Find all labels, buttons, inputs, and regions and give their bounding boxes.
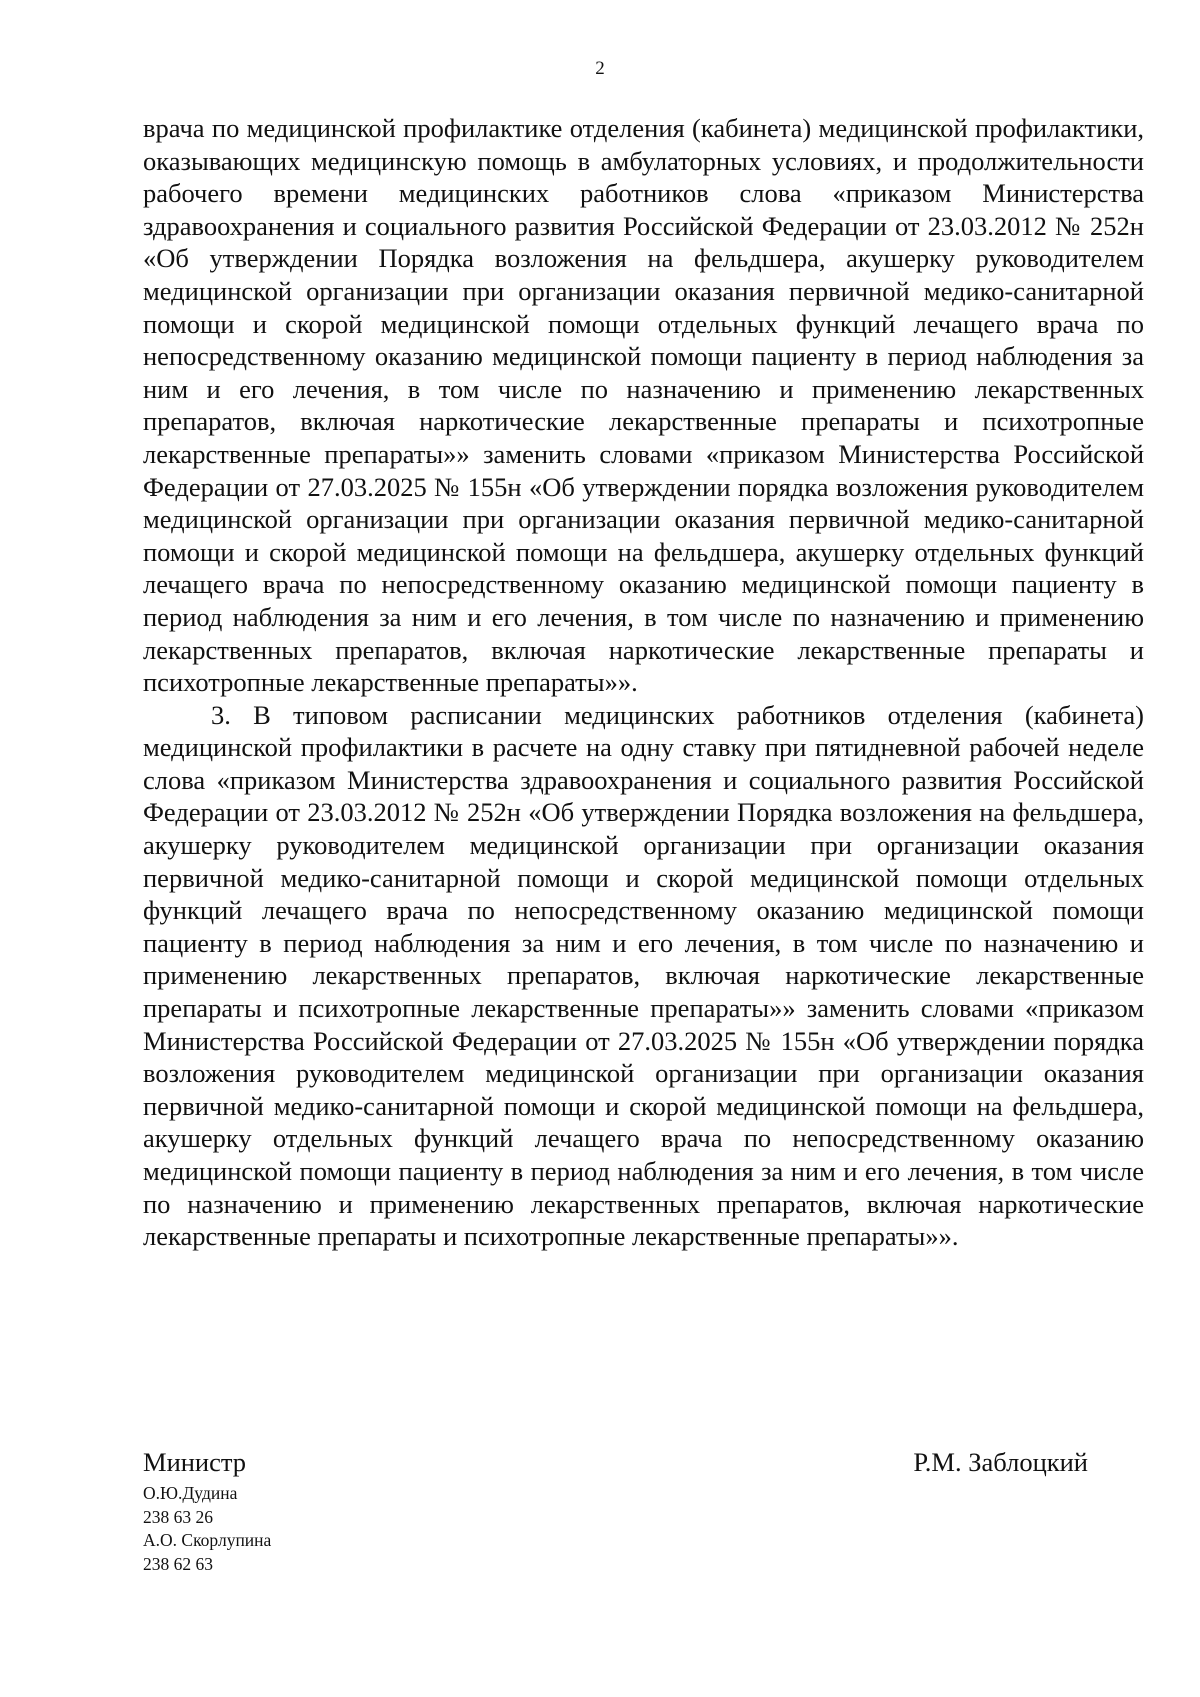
executor-phone: 238 63 26 [143,1506,213,1527]
executor-name: А.О. Скорлупина [143,1530,272,1550]
executor-name: О.Ю.Дудина [143,1483,238,1503]
signatory-name: Р.М. Заблоцкий [913,1447,1088,1477]
paragraph-continuation: врача по медицинской профилактике отделения (кабинета) медицинской профилактики, оказывающих медицинскую помощь в амбулаторных условиях, и продолжительности рабочего времени медицинских работников слова «приказом Министерства здравоохранения и социального развития Российской Федерации от 23.03.2012 № 252н «Об утверждении Порядка возложения на фельдшера, акушерку руководителем медицинской организации при организации оказания первичной медико-санитарной помощи и скорой медицинской помощи отдельных функций лечащего врача по непосредственному оказанию медицинской помощи пациенту в период наблюдения за ним и его лечения, в том числе по назначению и применению лекарственных препаратов, включая наркотические лекарственные препараты и психотропные лекарственные препараты»» заменить словами «приказом Министерства Российской Федерации от 27.03.2025 № 155н «Об утверждении порядка возложения руководителем медицинской организации при организации оказания первичной медико-санитарной помощи и скорой медицинской помощи на фельдшера, акушерку отдельных функций лечащего врача по непосредственному оказанию медицинской помощи пациенту в период наблюдения за ним и его лечения, в том числе по назначению и применению лекарственных препаратов, включая наркотические лекарственные препараты и психотропные лекарственные препараты»». [143,113,1144,698]
signature-block [143,1446,1088,1482]
page-number: 2 [595,58,605,79]
signatory-title: Министр [143,1447,247,1477]
executor-phone: 238 62 63 [143,1553,213,1574]
executors-block [143,1482,271,1576]
paragraph-item-3: 3. В типовом расписании медицинских работников отделения (кабинета) медицинской профилактики в расчете на одну ставку при пятидневной рабочей неделе слова «приказом Министерства здравоохранения и социального развития Российской Федерации от 23.03.2012 № 252н «Об утверждении Порядка возложения на фельдшера, акушерку руководителем медицинской организации при организации оказания первичной медико-санитарной помощи и скорой медицинской помощи отдельных функций лечащего врача по непосредственному оказанию медицинской помощи пациенту в период наблюдения за ним и его лечения, в том числе по назначению и применению лекарственных препаратов, включая наркотические лекарственные препараты и психотропные лекарственные препараты»» заменить словами «приказом Министерства Российской Федерации от 27.03.2025 № 155н «Об утверждении порядка возложения руководителем медицинской организации при организации оказания первичной медико-санитарной помощи и скорой медицинской помощи на фельдшера, акушерку отдельных функций лечащего врача по непосредственному оказанию медицинской помощи пациенту в период наблюдения за ним и его лечения, в том числе по назначению и применению лекарственных препаратов, включая наркотические лекарственные препараты и психотропные лекарственные препараты»». [143,699,1144,1252]
document-body [143,112,1144,1253]
